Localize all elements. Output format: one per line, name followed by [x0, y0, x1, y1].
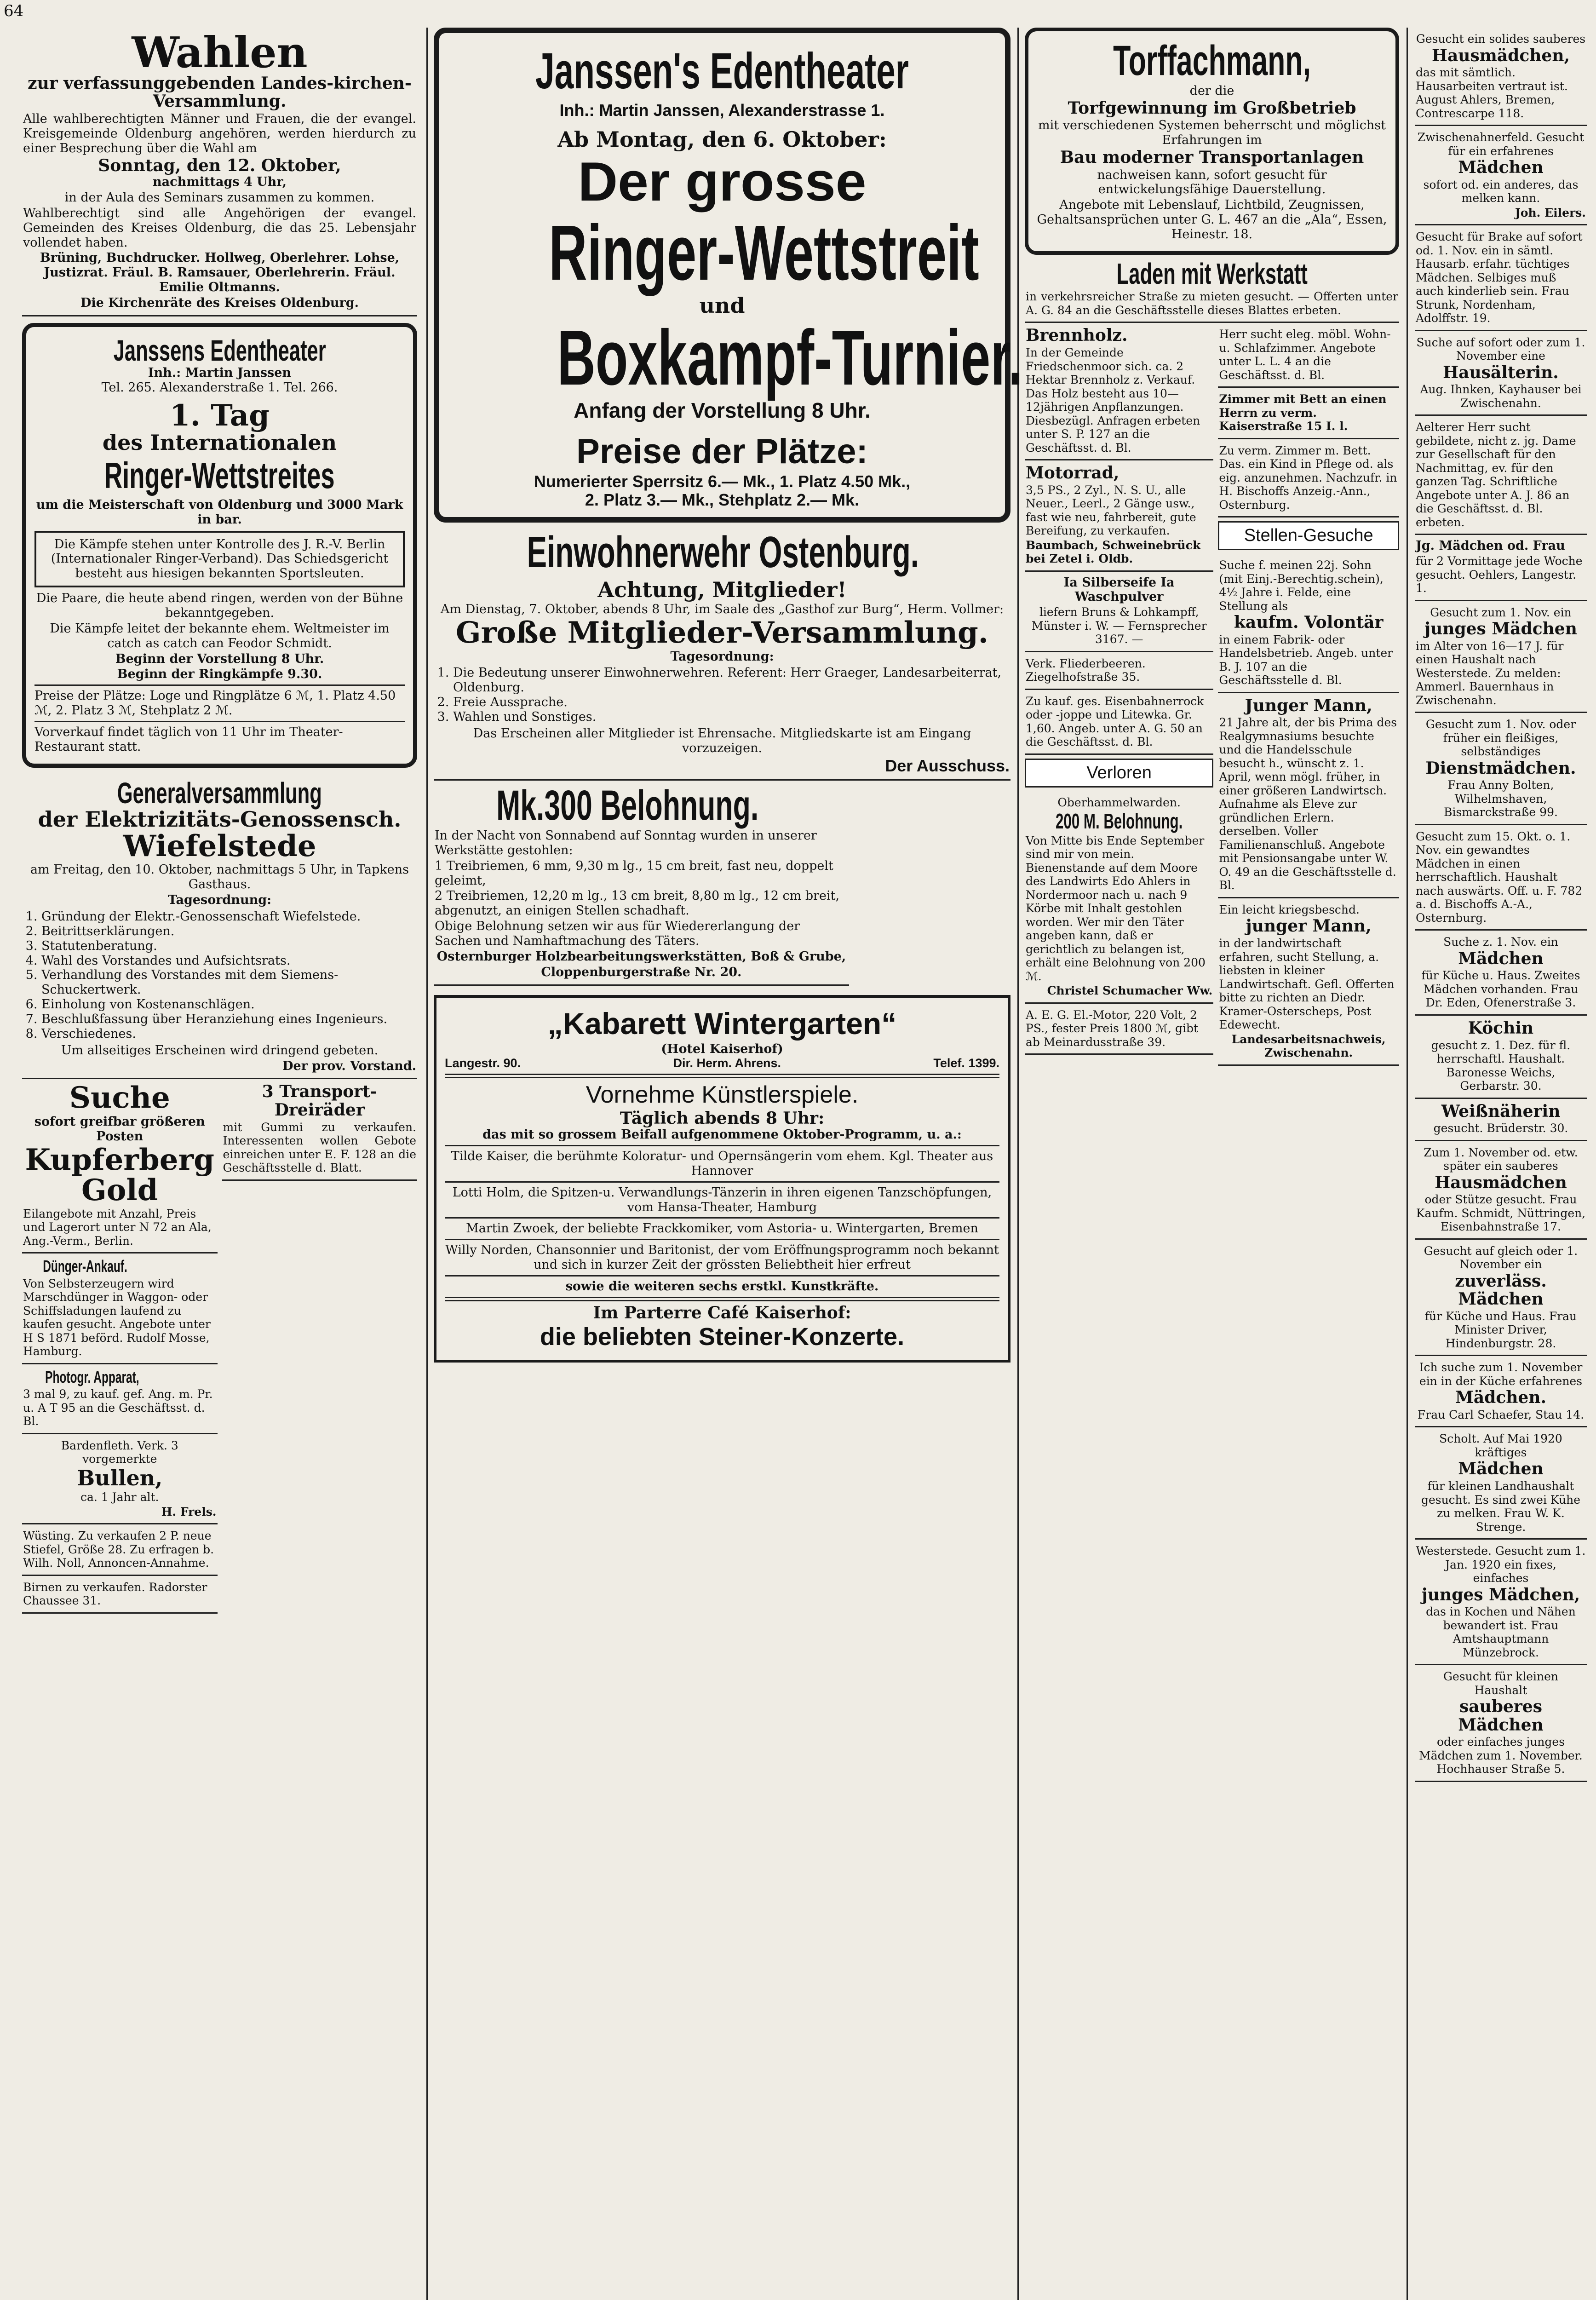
ad-birnen: Birnen zu verkaufen. Radorster Chaussee 31.	[22, 1576, 218, 1614]
ad-torffachmann: Torffachmann, der die Torfgewinnung im Großbetrieb mit verschiedenen Systemen beherrscht und möglichst Erfahrungen im Bau moderner Transportanlagen nachweisen kann, sofort gesucht für entwickelungsfähige Dauerstellung. Angebote mit Lebenslauf, Lichtbild, Zeugnissen, Gehaltsansprüchen unter G. L. 467 an die „Ala“, Essen, Heinestr. 18.	[1025, 28, 1399, 255]
column-3	[1021, 28, 1403, 2300]
ad-volontaer: Suche f. meinen 22j. Sohn (mit Einj.-Berechtig.schein), 4½ Jahre i. Felde, eine Stellung als kaufm. Volontär in einem Fabrik- oder Handelsbetrieb. Angeb. unter B. J. 107 an die Geschäftsstelle d. Bl.	[1218, 554, 1399, 693]
ad-gewandtes-maedchen: Gesucht zum 15. Okt. o. 1. Nov. ein gewandtes Mädchen in einen herrschaftlich. Haushalt nach auswärts. Off. u. F. 782 a. d. Bischoffs A.-A., Osternburg.	[1415, 825, 1587, 931]
ad-junges-maedchen: Gesucht zum 1. Nov. ein junges Mädchen im Alter von 16—17 J. für einen Haushalt nach Westerstede. Zu melden: Ammerl. Bauernhaus in Zwischenahn.	[1415, 601, 1587, 713]
ad-silberseife: Ia Silberseife Ia Waschpulver liefern Bruns & Lohkampff, Münster i. W. — Fernsprecher 3167. —	[1025, 572, 1213, 652]
c1-lower-left	[22, 1079, 218, 1613]
ad-eden-theater-small: Janssens Edentheater Inh.: Martin Janssen Tel. 265. Alexanderstraße 1. Tel. 266. 1. Tag des Internationalen Ringer-Wettstreites um die Meisterschaft von Oldenburg und 3000 Mark in bar. Die Kämpfe stehen unter Kontrolle des J. R.-V. Berlin (Internationaler Ringer-Verband). Das Schiedsgericht besteht aus hiesigen bekannten Sportsleuten. Die Paare, die heute abend ringen, werden von der Bühne bekanntgegeben. Die Kämpfe leitet der bekannte ehem. Weltmeister im catch as catch can Feodor Schmidt. Beginn der Vorstellung 8 Uhr. Beginn der Ringkämpfe 9.30. Preise der Plätze: Loge und Ringplätze 6 ℳ, 1. Platz 4.50 ℳ, 2. Platz 3 ℳ, Stehplatz 2 ℳ. Vorverkauf findet täglich von 11 Uhr im Theater-Restaurant statt.	[22, 323, 417, 768]
c3-right	[1218, 323, 1399, 1065]
ad-photo: Photogr. Apparat, 3 mal 9, zu kauf. gef. Ang. m. Pr. u. A T 95 an die Geschäftsst. d. Bl.	[22, 1364, 218, 1434]
ad-einwohnerwehr: Einwohnerwehr Ostenburg. Achtung, Mitglieder! Am Dienstag, 7. Oktober, abends 8 Uhr, im Saale des „Gasthof zur Burg“, Herm. Vollmer: Große Mitglieder-Versammlung. Tagesordnung: 1. Die Bedeutung unserer Einwohnerwehren. Referent: Herr Graeger, Landesarbeiterrat, Oldenburg. 2. Freie Aussprache. 3. Wahlen und Sonstiges. Das Erscheinen aller Mitglieder ist Ehrensache. Mitgliedskarte ist am Eingang vorzuzeigen. Der Ausschuss.	[434, 523, 1010, 781]
page-number: 64	[4, 2, 24, 20]
ad-weissnaeherin: Weißnäherin gesucht. Brüderstr. 30.	[1415, 1099, 1587, 1141]
ad-junger-mann-1: Junger Mann, 21 Jahre alt, der bis Prima des Realgymnasiums besuchte und die Handelsschule besucht h., wünscht z. 1. April, wenn mögl. früher, in einer größeren Landwirtsch. Aufnahme als Eleve zur gründlichen Erlern. derselben. Voller Familienanschluß. Angebote mit Pensionsangabe unter W. O. 49 an die Geschäftsstelle d. Bl.	[1218, 693, 1399, 898]
ad-maedchen-scholt: Scholt. Auf Mai 1920 kräftiges Mädchen für kleinen Landhaushalt gesucht. Es sind zwei Kühe zu melken. Frau W. K. Strenge.	[1415, 1427, 1587, 1540]
ad-bienen: Oberhammelwarden. 200 M. Belohnung. Von Mitte bis Ende September sind mir von mein. Bienenstande auf dem Moore des Landwirts Edo Ahlers in Nordermoor nach u. nach 9 Körbe mit Inhalt gestohlen worden. Wer mir den Täter angeben kann, daß er gerichtlich zu belangen ist, erhält eine Belohnung von 200 ℳ. Christel Schumacher Ww.	[1025, 791, 1213, 1004]
ad-hausmaedchen-2: Zum 1. November od. etw. später ein sauberes Hausmädchen oder Stütze gesucht. Frau Kaufm. Schmidt, Nüttringen, Eisenbahnstraße 17.	[1415, 1141, 1587, 1240]
ad-zimmer-3: Zu verm. Zimmer m. Bett. Das. ein Kind in Pflege od. als eig. anzunehmen. Nachzufr. in H. Bischoffs Anzeig.-Ann., Osternburg.	[1218, 439, 1399, 518]
column-4	[1411, 28, 1590, 2300]
ad-bullen: Bardenfleth. Verk. 3 vorgemerkte Bullen, ca. 1 Jahr alt. H. Frels.	[22, 1434, 218, 1525]
column-2	[430, 28, 1023, 2300]
column-1	[18, 28, 421, 2300]
ad-maedchen-2: Zwischenahnerfeld. Gesucht für ein erfahrenes Mädchen sofort od. ein anderes, das melken kann. Joh. Eilers.	[1415, 126, 1587, 225]
ad-kupferberg: Suche sofort greifbar größeren Posten Kupferberg Gold Eilangebote mit Anzahl, Preis und Lagerort unter N 72 an Ala, Ang.-Verm., Berlin.	[22, 1079, 218, 1254]
ad-dienstmaedchen: Gesucht zum 1. Nov. oder früher ein fleißiges, selbständiges Dienstmädchen. Frau Anny Bolten, Wilhelmshaven, Bismarckstraße 99.	[1415, 713, 1587, 825]
c1-lower-right	[222, 1079, 418, 1613]
ad-junges-maedchen-westerstede: Westerstede. Gesucht zum 1. Jan. 1920 ein fixes, einfaches junges Mädchen, das in Kochen und Nähen bewandert ist. Frau Amtshauptmann Münzebrock.	[1415, 1540, 1587, 1665]
ad-wahlen: Wahlen zur verfassunggebenden Landes-kirchen-Versammlung. Alle wahlberechtigten Männer und Frauen, die der evangel. Kreisgemeinde Oldenburg angehören, werden hierdurch zu einer Besprechung über die Wahl am Sonntag, den 12. Oktober, nachmittags 4 Uhr, in der Aula des Seminars zusammen zu kommen. Wahlberechtigt sind alle Angehörigen der evangel. Gemeinden des Kreises Oldenburg, die das 25. Lebensjahr vollendet haben. Brüning, Buchdrucker. Hollweg, Oberlehrer. Lohse, Justizrat. Fräul. B. Ramsauer, Oberlehrerin. Fräul. Emilie Oltmanns. Die Kirchenräte des Kreises Oldenburg.	[22, 28, 417, 316]
ad-hausaelterin: Suche auf sofort oder zum 1. November eine Hausälterin. Aug. Ihnken, Kayhauser bei Zwischenahn.	[1415, 331, 1587, 416]
ad-brake: Gesucht für Brake auf sofort od. 1. Nov. ein in sämtl. Hausarb. erfahr. tüchtiges Mädchen. Selbiges muß auch kinderlieb sein. Frau Strunk, Nordenham, Adolffstr. 19.	[1415, 225, 1587, 331]
c3-left	[1025, 323, 1213, 1065]
ad-zuverlaess-maedchen: Gesucht auf gleich oder 1. November ein zuverläss. Mädchen für Küche und Haus. Frau Minister Driver, Hindenburgstr. 28.	[1415, 1240, 1587, 1357]
ad-zimmer-2: Zimmer mit Bett an einen Herrn zu verm. Kaiserstraße 15 I. l.	[1218, 388, 1399, 439]
ad-laden: Laden mit Werkstatt in verkehrsreicher Straße zu mieten gesucht. — Offerten unter A. G. 84 an die Geschäftsstelle dieses Blattes erbeten.	[1025, 255, 1399, 323]
ad-dreiraeder: 3 Transport-Dreiräder mit Gummi zu verkaufen. Interessenten wollen Gebote einreichen unter E. F. 128 an die Geschäftsstelle d. Blatt.	[222, 1079, 418, 1180]
heading-stellen-gesuche: Stellen-Gesuche	[1218, 521, 1399, 550]
ad-wuesting: Wüsting. Zu verkaufen 2 P. neue Stiefel, Größe 28. Zu erfragen b. Wilh. Noll, Annoncen-Annahme.	[22, 1524, 218, 1576]
ad-belohnung-300: Mk.300 Belohnung. In der Nacht von Sonnabend auf Sonntag wurden in unserer Werkstätte gestohlen: 1 Treibriemen, 6 mm, 9,30 m lg., 15 cm breit, fast neu, doppelt geleimt, 2 Treibriemen, 12,20 m lg., 13 cm breit, 8,80 m lg., 12 cm breit, abgenutzt, an einigen Stellen schadhaft. Obige Belohnung setzen wir aus für Wiedererlangung der Sachen und Namhaftmachung des Täters. Osternburger Holzbearbeitungswerkstätten, Boß & Grube, Cloppenburgerstraße Nr. 20.	[434, 781, 849, 985]
ad-brennholz: Brennholz. In der Gemeinde Friedschenmoor sich. ca. 2 Hektar Brennholz z. Verkauf. Das Holz besteht aus 10—12jährigen Anpflanzungen. Diesbezügl. Anfragen erbeten unter S. P. 127 an die Geschäftsst. d. Bl.	[1025, 323, 1213, 460]
ad-junger-mann-2: Ein leicht kriegsbeschd. junger Mann, in der landwirtschaft erfahren, sucht Stellung, a. liebsten in kleiner Landwirtschaft. Gefl. Offerten bitte zu richten an Diedr. Kramer-Osterscheps, Post Edewecht. Landesarbeitsnachweis, Zwischenahn.	[1218, 898, 1399, 1066]
ad-maedchen-schaefer: Ich suche zum 1. November ein in der Küche erfahrenes Mädchen. Frau Carl Schaefer, Stau 14.	[1415, 1356, 1587, 1427]
ad-motorrad: Motorrad, 3,5 PS., 2 Zyl., N. S. U., alle Neuer., Leerl., 2 Gänge usw., fast wie neu, fahrbereit, gute Bereifung, zu verkaufen. Baumbach, Schweinebrück bei Zetel i. Oldb.	[1025, 460, 1213, 572]
c3-grid	[1025, 323, 1399, 1065]
ad-koechin: Köchin gesucht z. 1. Dez. für fl. herrschaftl. Haushalt. Baronesse Weichs, Gerbarstr. 30.	[1415, 1016, 1587, 1099]
ad-zimmer-1: Herr sucht eleg. möbl. Wohn- u. Schlafzimmer. Angebote unter L. L. 4 an die Geschäftsst. d. Bl.	[1218, 323, 1399, 388]
ad-gesellschaft: Aelterer Herr sucht gebildete, nicht z. jg. Dame zur Gesellschaft für den Nachmittag, ev. für den ganzen Tag. Schriftliche Angebote unter A. J. 86 an die Geschäftsst. d. Bl. erbeten.	[1415, 416, 1587, 535]
ad-elmotor: A. E. G. El.-Motor, 220 Volt, 2 PS., fester Preis 1800 ℳ, gibt ab Meinardusstraße 39.	[1025, 1004, 1213, 1055]
ad-duenger: Dünger-Ankauf. Von Selbsterzeugern wird Marschdünger in Waggon- oder Schiffsladungen laufend zu kaufen gesucht. Angebote unter H S 1871 beförd. Rudolf Mosse, Hamburg.	[22, 1254, 218, 1364]
ad-jg-maedchen: Jg. Mädchen od. Frau für 2 Vormittage jede Woche gesucht. Oehlers, Langestr. 1.	[1415, 535, 1587, 601]
ad-flieder: Verk. Fliederbeeren. Ziegelhofstraße 35.	[1025, 652, 1213, 690]
ad-eisenbahnerrock: Zu kauf. ges. Eisenbahnerrock oder -joppe und Litewka. Gr. 1,60. Angeb. unter A. G. 50 an die Geschäftsst. d. Bl.	[1025, 690, 1213, 755]
c1-lower-ads	[22, 1079, 417, 1613]
heading-verloren: Verloren	[1025, 759, 1213, 788]
ad-maedchen-kueche: Suche z. 1. Nov. ein Mädchen für Küche u. Haus. Zweites Mädchen vorhanden. Frau Dr. Eden, Ofenerstraße 3.	[1415, 931, 1587, 1016]
ad-kabarett: „Kabarett Wintergarten“ (Hotel Kaiserhof) Langestr. 90. Dir. Herm. Ahrens. Telef. 1399. Vornehme Künstlerspiele. Täglich abends 8 Uhr: das mit so grossem Beifall aufgenommene Oktober-Programm, u. a.: Tilde Kaiser, die berühmte Koloratur- und Opernsängerin vom ehem. Kgl. Theater aus Hannover Lotti Holm, die Spitzen-u. Verwandlungs-Tänzerin in ihren eigenen Tanzschöpfungen, vom Hansa-Theater, Hamburg Martin Zwoek, der beliebte Frackkomiker, vom Astoria- u. Wintergarten, Bremen Willy Norden, Chansonnier und Baritonist, der vom Eröffnungsprogramm noch bekannt und sich in kurzer Zeit der grössten Beliebtheit hier erfreut sowie die weiteren sechs erstkl. Kunstkräfte. Im Parterre Café Kaiserhof: die beliebten Steiner-Konzerte.	[434, 995, 1010, 1363]
ad-eden-theater-big: Janssen's Edentheater Inh.: Martin Janssen, Alexanderstrasse 1. Ab Montag, den 6. Oktober: Der grosse Ringer-Wettstreit und Boxkampf-Turnier. Anfang der Vorstellung 8 Uhr. Preise der Plätze: Numerierter Sperrsitz 6.— Mk., 1. Platz 4.50 Mk., 2. Platz 3.— Mk., Stehplatz 2.— Mk.	[434, 28, 1010, 523]
ad-sauberes-maedchen: Gesucht für kleinen Haushalt sauberes Mädchen oder einfaches junges Mädchen zum 1. November. Hochhauser Straße 5.	[1415, 1665, 1587, 1782]
ad-hausmaedchen-1: Gesucht ein solides sauberes Hausmädchen, das mit sämtlich. Hausarbeiten vertraut ist. August Ahlers, Bremen, Contrescarpe 118.	[1415, 28, 1587, 126]
ad-generalversammlung: Generalversammlung der Elektrizitäts-Genossensch. Wiefelstede am Freitag, den 10. Oktober, nachmittags 5 Uhr, in Tapkens Gasthaus. Tagesordnung: 1. Gründung der Elektr.-Genossenschaft Wiefelstede. 2. Beitrittserklärungen. 3. Statutenberatung. 4. Wahl des Vorstandes und Aufsichtsrats. 5. Verhandlung des Vorstandes mit dem Siemens-Schuckertwerk. 6. Einholung von Kostenanschlägen. 7. Beschlußfassung über Heranziehung eines Ingenieurs. 8. Verschiedenes. Um allseitiges Erscheinen wird dringend gebeten. Der prov. Vorstand.	[22, 774, 417, 1080]
